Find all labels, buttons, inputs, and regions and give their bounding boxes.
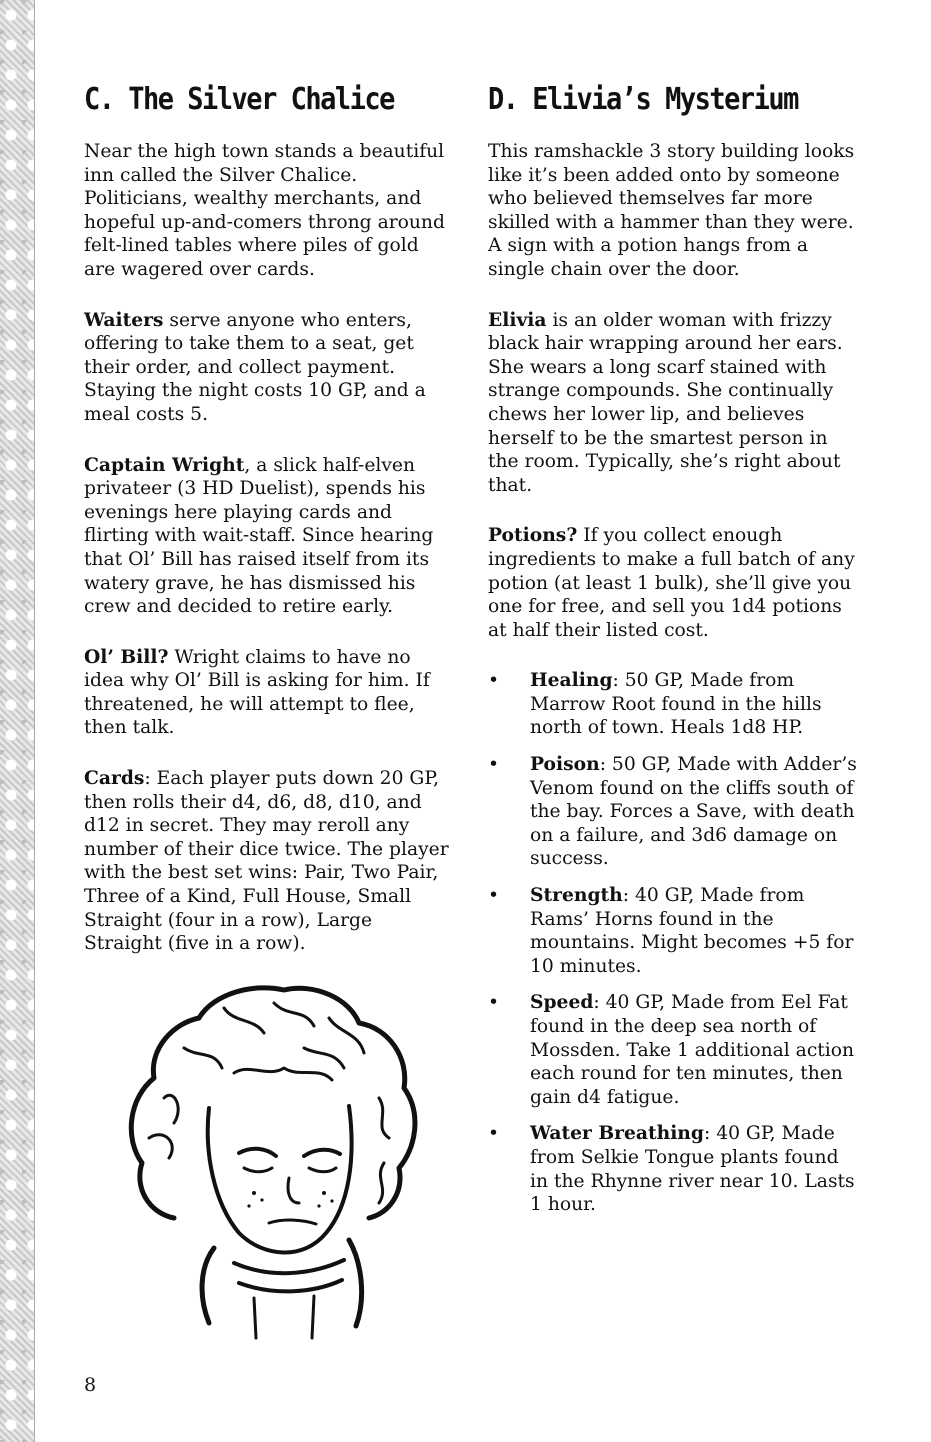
lead-term: Ol’ Bill? — [84, 645, 169, 668]
paragraph-potions — [488, 524, 858, 642]
potion-details: : 40 GP, Made from Eel Fat found in the deep sea north of Mossden. Take 1 additional action each round for ten minutes, then gain d4 fatigue. — [530, 992, 855, 1108]
potion-name: Strength — [530, 884, 623, 907]
left-column — [84, 80, 454, 983]
page-number: 8 — [84, 1374, 97, 1396]
paragraph-waiters — [84, 309, 454, 427]
paragraph-text: Wright claims to have no idea why Ol’ Bill is asking for him. If threatened, he will attempt to flee, then talk. — [84, 646, 430, 739]
list-item-speed — [488, 991, 858, 1109]
paragraph-ol-bill — [84, 646, 454, 740]
elivia-portrait-illustration — [104, 978, 434, 1343]
list-item-strength — [488, 884, 858, 978]
right-column — [488, 80, 858, 1230]
bullet: • — [488, 1123, 500, 1145]
potion-name: Water Breathing — [530, 1122, 704, 1145]
bullet: • — [488, 992, 500, 1014]
section-heading-elivias-mysterium: D. Elivia’s Mysterium — [488, 82, 798, 117]
potion-details: : 40 GP, Made from Selkie Tongue plants found in the Rhynne river near 10. Lasts 1 hour. — [530, 1123, 855, 1216]
paragraph-text: is an older woman with frizzy black hair wrapping around her ears. She wears a long scarf stained with strange compounds. She continually chews her lower lip, and believes herself to be the smartest person in the room. Typically, she’s right about that. — [488, 309, 843, 496]
lead-term: Potions? — [488, 524, 578, 547]
potion-details: : 40 GP, Made from Rams’ Horns found in the mountains. Might becomes +5 for 10 minutes. — [530, 885, 854, 977]
bullet: • — [488, 885, 500, 907]
paragraph-text: If you collect enough ingredients to make a full batch of any potion (at least 1 bulk), she’ll give you one for free, and sell you 1d4 potions at half their listed cost. — [488, 525, 855, 641]
paragraph-elivia — [488, 309, 858, 498]
bullet: • — [488, 754, 500, 776]
silver-chalice-intro: Near the high town stands a beautiful inn called the Silver Chalice. Politicians, wealthy merchants, and hopeful up-and-comers throng around felt-lined tables where piles of gold are wagered over cards. — [84, 141, 445, 280]
paragraph-cards — [84, 767, 454, 956]
lead-term: Cards — [84, 767, 145, 790]
potion-name: Poison — [530, 753, 600, 776]
potion-details: : 50 GP, Made from Marrow Root found in the hills north of town. Heals 1d8 HP. — [530, 670, 822, 739]
potion-name: Healing — [530, 669, 613, 692]
lead-term: Captain Wright — [84, 453, 245, 476]
list-item-healing — [488, 669, 858, 740]
bullet: • — [488, 670, 500, 692]
paragraph-text: , a slick half-elven privateer (3 HD Duelist), spends his evenings here playing cards and flirting with wait-staff. Since hearing that Ol’ Bill has raised itself from its watery grave, he has dismissed his crew and decided to retire early. — [84, 454, 434, 618]
mysterium-intro: This ramshackle 3 story building looks like it’s been added onto by someone who believed themselves far more skilled with a hammer than they were. A sign with a potion hangs from a single chain over the door. — [488, 141, 855, 280]
potion-list — [488, 669, 858, 1216]
paragraph-captain-wright — [84, 454, 454, 619]
paragraph-text: serve anyone who enters, offering to take them to a seat, get their order, and collect payment. Staying the night costs 10 GP, and a meal costs 5. — [84, 309, 426, 425]
list-item-water-breathing — [488, 1122, 858, 1216]
section-heading-silver-chalice: C. The Silver Chalice — [84, 82, 394, 117]
potion-name: Speed — [530, 991, 594, 1014]
lead-term: Waiters — [84, 308, 164, 331]
lead-term: Elivia — [488, 308, 547, 331]
potion-details: : 50 GP, Made with Adder’s Venom found on the cliffs south of the bay. Forces a Save, with death on a failure, and 3d6 damage on success. — [530, 754, 857, 870]
paragraph-text: : Each player puts down 20 GP, then rolls their d4, d6, d8, d10, and d12 in secret. They may reroll any number of their dice twice. The player with the best set wins: Pair, Two Pair, Three of a Kind, Full House, Small Straight (four in a row), Large Straight (five in a row). — [84, 768, 449, 955]
list-item-poison — [488, 753, 858, 871]
decorative-border — [0, 0, 35, 1442]
